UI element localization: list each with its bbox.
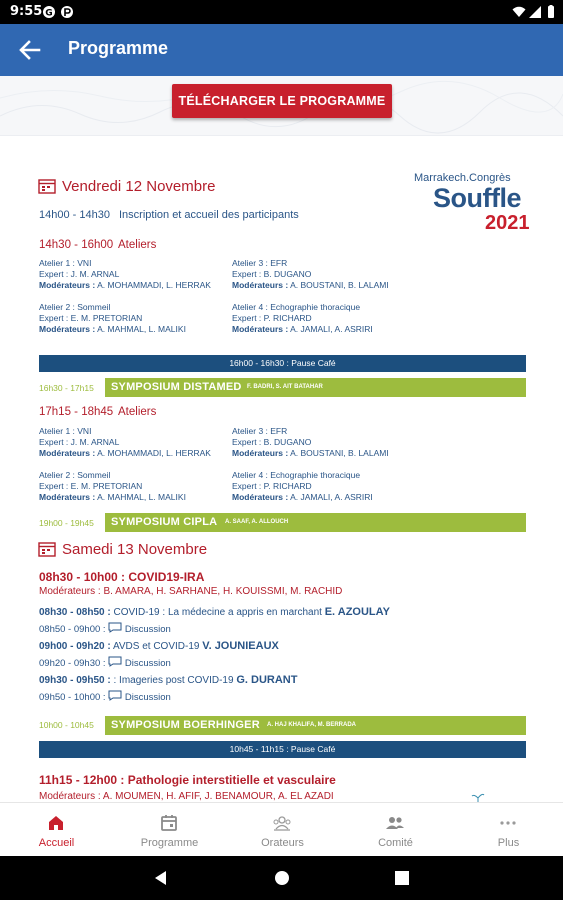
back-triangle-icon[interactable] (151, 868, 171, 888)
logo-line3: 2021 (485, 212, 530, 234)
atelier-name: Atelier 4 : Echographie thoracique (232, 470, 361, 480)
status-bar (0, 0, 563, 24)
symposium-speakers: F. BADRI, S. AIT BATAHAR (247, 384, 323, 390)
chat-icon (108, 656, 122, 667)
symposium-speakers: A. SAAF, A. ALLOUCH (225, 519, 289, 525)
symposium-speakers: A. HAJ KHALIFA, M. BERRADA (267, 722, 357, 728)
battery-icon (544, 5, 558, 19)
talk-row: 08h30 - 08h50 : COVID-19 : La médecine a appris en marchant E. AZOULAY (39, 606, 390, 618)
nav-orateurs[interactable] (226, 803, 339, 857)
atelier-name: Atelier 4 : Echographie thoracique (232, 302, 361, 312)
symposium-bar (105, 378, 526, 397)
discussion-row: 08h50 - 09h00 : Discussion (39, 624, 171, 635)
atelier-expert: Expert : B. DUGANO (232, 437, 312, 447)
pause-bar: 10h45 - 11h15 : Pause Café (39, 741, 526, 758)
nav-programme[interactable] (113, 803, 226, 857)
atelier-moderators: Modérateurs : A. JAMALI, A. ASRIRI (232, 492, 373, 502)
atelier-expert: Expert : J. M. ARNAL (39, 437, 120, 447)
atelier-moderators: Modérateurs : A. MAHMAL, L. MALIKI (39, 324, 186, 334)
symposium-time: 19h00 - 19h45 (39, 518, 94, 528)
talk-row: 09h30 - 09h50 : : Imageries post COVID-19 G. DURANT (39, 674, 298, 686)
plant-icon (470, 792, 486, 802)
atelier-moderators: Modérateurs : A. BOUSTANI, B. LALAMI (232, 448, 389, 458)
nav-label: Programme (140, 837, 199, 849)
notification-g-icon (42, 5, 56, 19)
app-bar (0, 24, 563, 76)
atelier-moderators: Modérateurs : A. JAMALI, A. ASRIRI (232, 324, 373, 334)
status-time: 9:55 (10, 4, 43, 19)
chat-icon (108, 690, 122, 701)
atelier-expert: Expert : P. RICHARD (232, 313, 312, 323)
nav-label: Accueil (38, 837, 75, 849)
atelier-name: Atelier 2 : Sommeil (39, 470, 111, 480)
atelier-moderators: Modérateurs : A. MAHMAL, L. MALIKI (39, 492, 186, 502)
atelier-name: Atelier 3 : EFR (232, 426, 288, 436)
recents-square-icon[interactable] (392, 868, 412, 888)
atelier-expert: Expert : E. M. PRETORIAN (39, 313, 143, 323)
nav-comite[interactable] (339, 803, 452, 857)
symposium-title: SYMPOSIUM CIPLA (111, 516, 218, 528)
atelier-name: Atelier 1 : VNI (39, 426, 92, 436)
wifi-icon (512, 5, 526, 19)
page-title: Programme (68, 38, 169, 58)
nav-label: Plus (497, 837, 520, 849)
patho-heading: 11h15 - 12h00 : Pathologie interstitielle et vasculaire (39, 773, 336, 787)
symposium-time: 10h00 - 10h45 (39, 720, 94, 730)
nav-label: Orateurs (261, 837, 304, 849)
logo-line1: Marrakech.Congrès (414, 172, 511, 184)
atelier-expert: Expert : P. RICHARD (232, 481, 312, 491)
atelier-expert: Expert : E. M. PRETORIAN (39, 481, 143, 491)
covid-heading: 08h30 - 10h00 : COVID19-IRA (39, 570, 205, 584)
atelier-name: Atelier 1 : VNI (39, 258, 92, 268)
home-icon (46, 813, 66, 833)
session-time: 14h00 - 14h30 (39, 209, 110, 221)
symposium-title: SYMPOSIUM BOERHINGER (111, 719, 260, 731)
chat-icon (108, 622, 122, 633)
atelier-name: Atelier 2 : Sommeil (39, 302, 111, 312)
system-navigation-bar (0, 856, 563, 900)
atelier-moderators: Modérateurs : A. MOHAMMADI, L. HERRAK (39, 280, 211, 290)
nav-label: Comité (378, 837, 413, 849)
arrow-back-icon[interactable] (16, 36, 44, 64)
home-circle-icon[interactable] (272, 868, 292, 888)
covid-moderators: Modérateurs : B. AMARA, H. SARHANE, H. KOUISSMI, M. RACHID (39, 586, 343, 597)
calendar-icon (38, 541, 56, 557)
symposium-bar (105, 716, 526, 735)
atelier-moderators: Modérateurs : A. MOHAMMADI, L. HERRAK (39, 448, 211, 458)
notification-p-icon (60, 5, 74, 19)
more-horizontal-icon (498, 813, 518, 833)
signal-icon (528, 5, 542, 19)
discussion-row: 09h50 - 10h00 : Discussion (39, 692, 171, 703)
ateliers-time: 17h15 - 18h45 (39, 406, 114, 418)
calendar-icon (38, 178, 56, 194)
atelier-expert: Expert : J. M. ARNAL (39, 269, 120, 279)
symposium-title: SYMPOSIUM DISTAMED (111, 381, 242, 393)
logo-line2: Souffle (433, 183, 521, 213)
session-text: Inscription et accueil des participants (119, 209, 299, 221)
atelier-name: Atelier 3 : EFR (232, 258, 288, 268)
ateliers-time: 14h30 - 16h00 (39, 239, 114, 251)
group-icon (385, 813, 405, 833)
bottom-navigation (0, 802, 563, 856)
patho-moderators: Modérateurs : A. MOUMEN, H. AFIF, J. BENAMOUR, A. EL AZADI (39, 791, 334, 802)
day1-title: Vendredi 12 Novembre (62, 178, 216, 195)
calendar-icon (159, 813, 179, 833)
ateliers-title: Ateliers (118, 239, 157, 251)
download-programme-button[interactable]: TÉLÉCHARGER LE PROGRAMME (172, 84, 392, 118)
programme-content (0, 136, 563, 802)
svg-text:G: G (45, 8, 53, 19)
atelier-expert: Expert : B. DUGANO (232, 269, 312, 279)
discussion-row: 09h20 - 09h30 : Discussion (39, 658, 171, 669)
speakers-icon (272, 813, 292, 833)
atelier-moderators: Modérateurs : A. BOUSTANI, B. LALAMI (232, 280, 389, 290)
nav-plus[interactable] (452, 803, 563, 857)
day2-title: Samedi 13 Novembre (62, 541, 208, 558)
talk-row: 09h00 - 09h20 : AVDS et COVID-19 V. JOUNIEAUX (39, 640, 279, 652)
pause-bar: 16h00 - 16h30 : Pause Café (39, 355, 526, 372)
nav-accueil[interactable] (0, 803, 113, 857)
symposium-bar (105, 513, 526, 532)
symposium-time: 16h30 - 17h15 (39, 383, 94, 393)
ateliers-title: Ateliers (118, 406, 157, 418)
